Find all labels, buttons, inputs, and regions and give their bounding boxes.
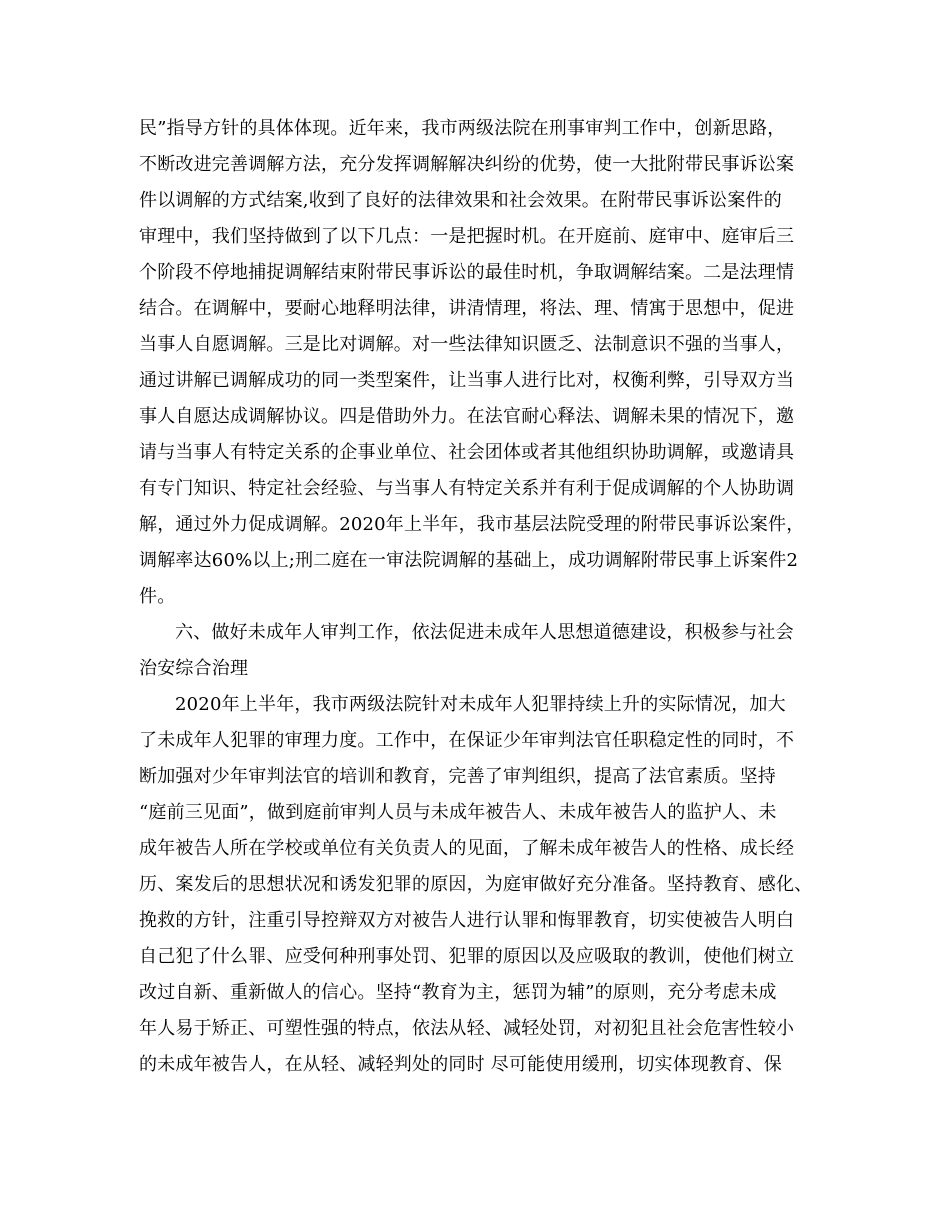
text-line: 成年被告人所在学校或单位有关负责人的见面，了解未成年被告人的性格、成长经: [139, 838, 795, 859]
text-line: 2020年上半年，我市两级法院针对未成年人犯罪持续上升的实际情况，加大: [175, 694, 786, 715]
section-heading-line: 治安综合治理: [139, 658, 249, 679]
text-line: 的未成年被告人，在从轻、减轻判处的同时 尽可能使用缓刑，切实体现教育、保: [139, 1054, 782, 1075]
section-heading-line: 六、做好未成年人审判工作，依法促进未成年人思想道德建设，积极参与社会: [175, 622, 794, 643]
text-line: 当事人自愿调解。三是比对调解。对一些法律知识匮乏、法制意识不强的当事人，: [139, 334, 795, 355]
text-line: 民”指导方针的具体体现。近年来，我市两级法院在刑事审判工作中，创新思路，: [139, 118, 786, 139]
text-line: 解，通过外力促成调解。2020年上半年，我市基层法院受理的附带民事诉讼案件，: [139, 514, 805, 535]
text-line: 审理中，我们坚持做到了以下几点：一是把握时机。在开庭前、庭审中、庭审后三: [139, 226, 795, 247]
text-line: 件以调解的方式结案,收到了良好的法律效果和社会效果。在附带民事诉讼案件的: [139, 190, 782, 211]
text-line: 历、案发后的思想状况和诱发犯罪的原因，为庭审做好充分准备。坚持教育、感化、: [139, 874, 813, 895]
text-line: 有专门知识、特定社会经验、与当事人有特定关系并有利于促成调解的个人协助调: [139, 478, 795, 499]
text-line: 了未成年人犯罪的审理力度。工作中，在保证少年审判法官任职稳定性的同时，不: [139, 730, 795, 751]
text-line: 通过讲解已调解成功的同一类型案件，让当事人进行比对，权衡利弊，引导双方当: [139, 370, 795, 391]
text-line: 断加强对少年审判法官的培训和教育，完善了审判组织，提高了法官素质。坚持: [139, 766, 776, 787]
text-line: 年人易于矫正、可塑性强的特点，依法从轻、减轻处罚，对初犯且社会危害性较小: [139, 1018, 795, 1039]
text-line: 结合。在调解中，要耐心地释明法律，讲清情理，将法、理、情寓于思想中，促进: [139, 298, 795, 319]
text-line: 个阶段不停地捕捉调解结束附带民事诉讼的最佳时机，争取调解结案。二是法理情: [139, 262, 795, 283]
text-line: 调解率达60%以上;刑二庭在一审法院调解的基础上，成功调解附带民事上诉案件2: [139, 550, 799, 571]
text-line: 改过自新、重新做人的信心。坚持“教育为主，惩罚为辅”的原则，充分考虑未成: [139, 982, 777, 1003]
text-line: 不断改进完善调解方法，充分发挥调解解决纠纷的优势，使一大批附带民事诉讼案: [139, 154, 795, 175]
text-line: 事人自愿达成调解协议。四是借助外力。在法官耐心释法、调解未果的情况下，邀: [139, 406, 795, 427]
text-line: 挽救的方针，注重引导控辩双方对被告人进行认罪和悔罪教育，切实使被告人明白: [139, 910, 795, 931]
text-line: 件。: [139, 586, 176, 607]
text-line: 自己犯了什么罪、应受何种刑事处罚、犯罪的原因以及应吸取的教训，使他们树立: [139, 946, 795, 967]
text-line: 请与当事人有特定关系的企事业单位、社会团体或者其他组织协助调解，或邀请具: [139, 442, 795, 463]
text-line: “庭前三见面”，做到庭前审判人员与未成年被告人、未成年被告人的监护人、未: [139, 802, 777, 823]
